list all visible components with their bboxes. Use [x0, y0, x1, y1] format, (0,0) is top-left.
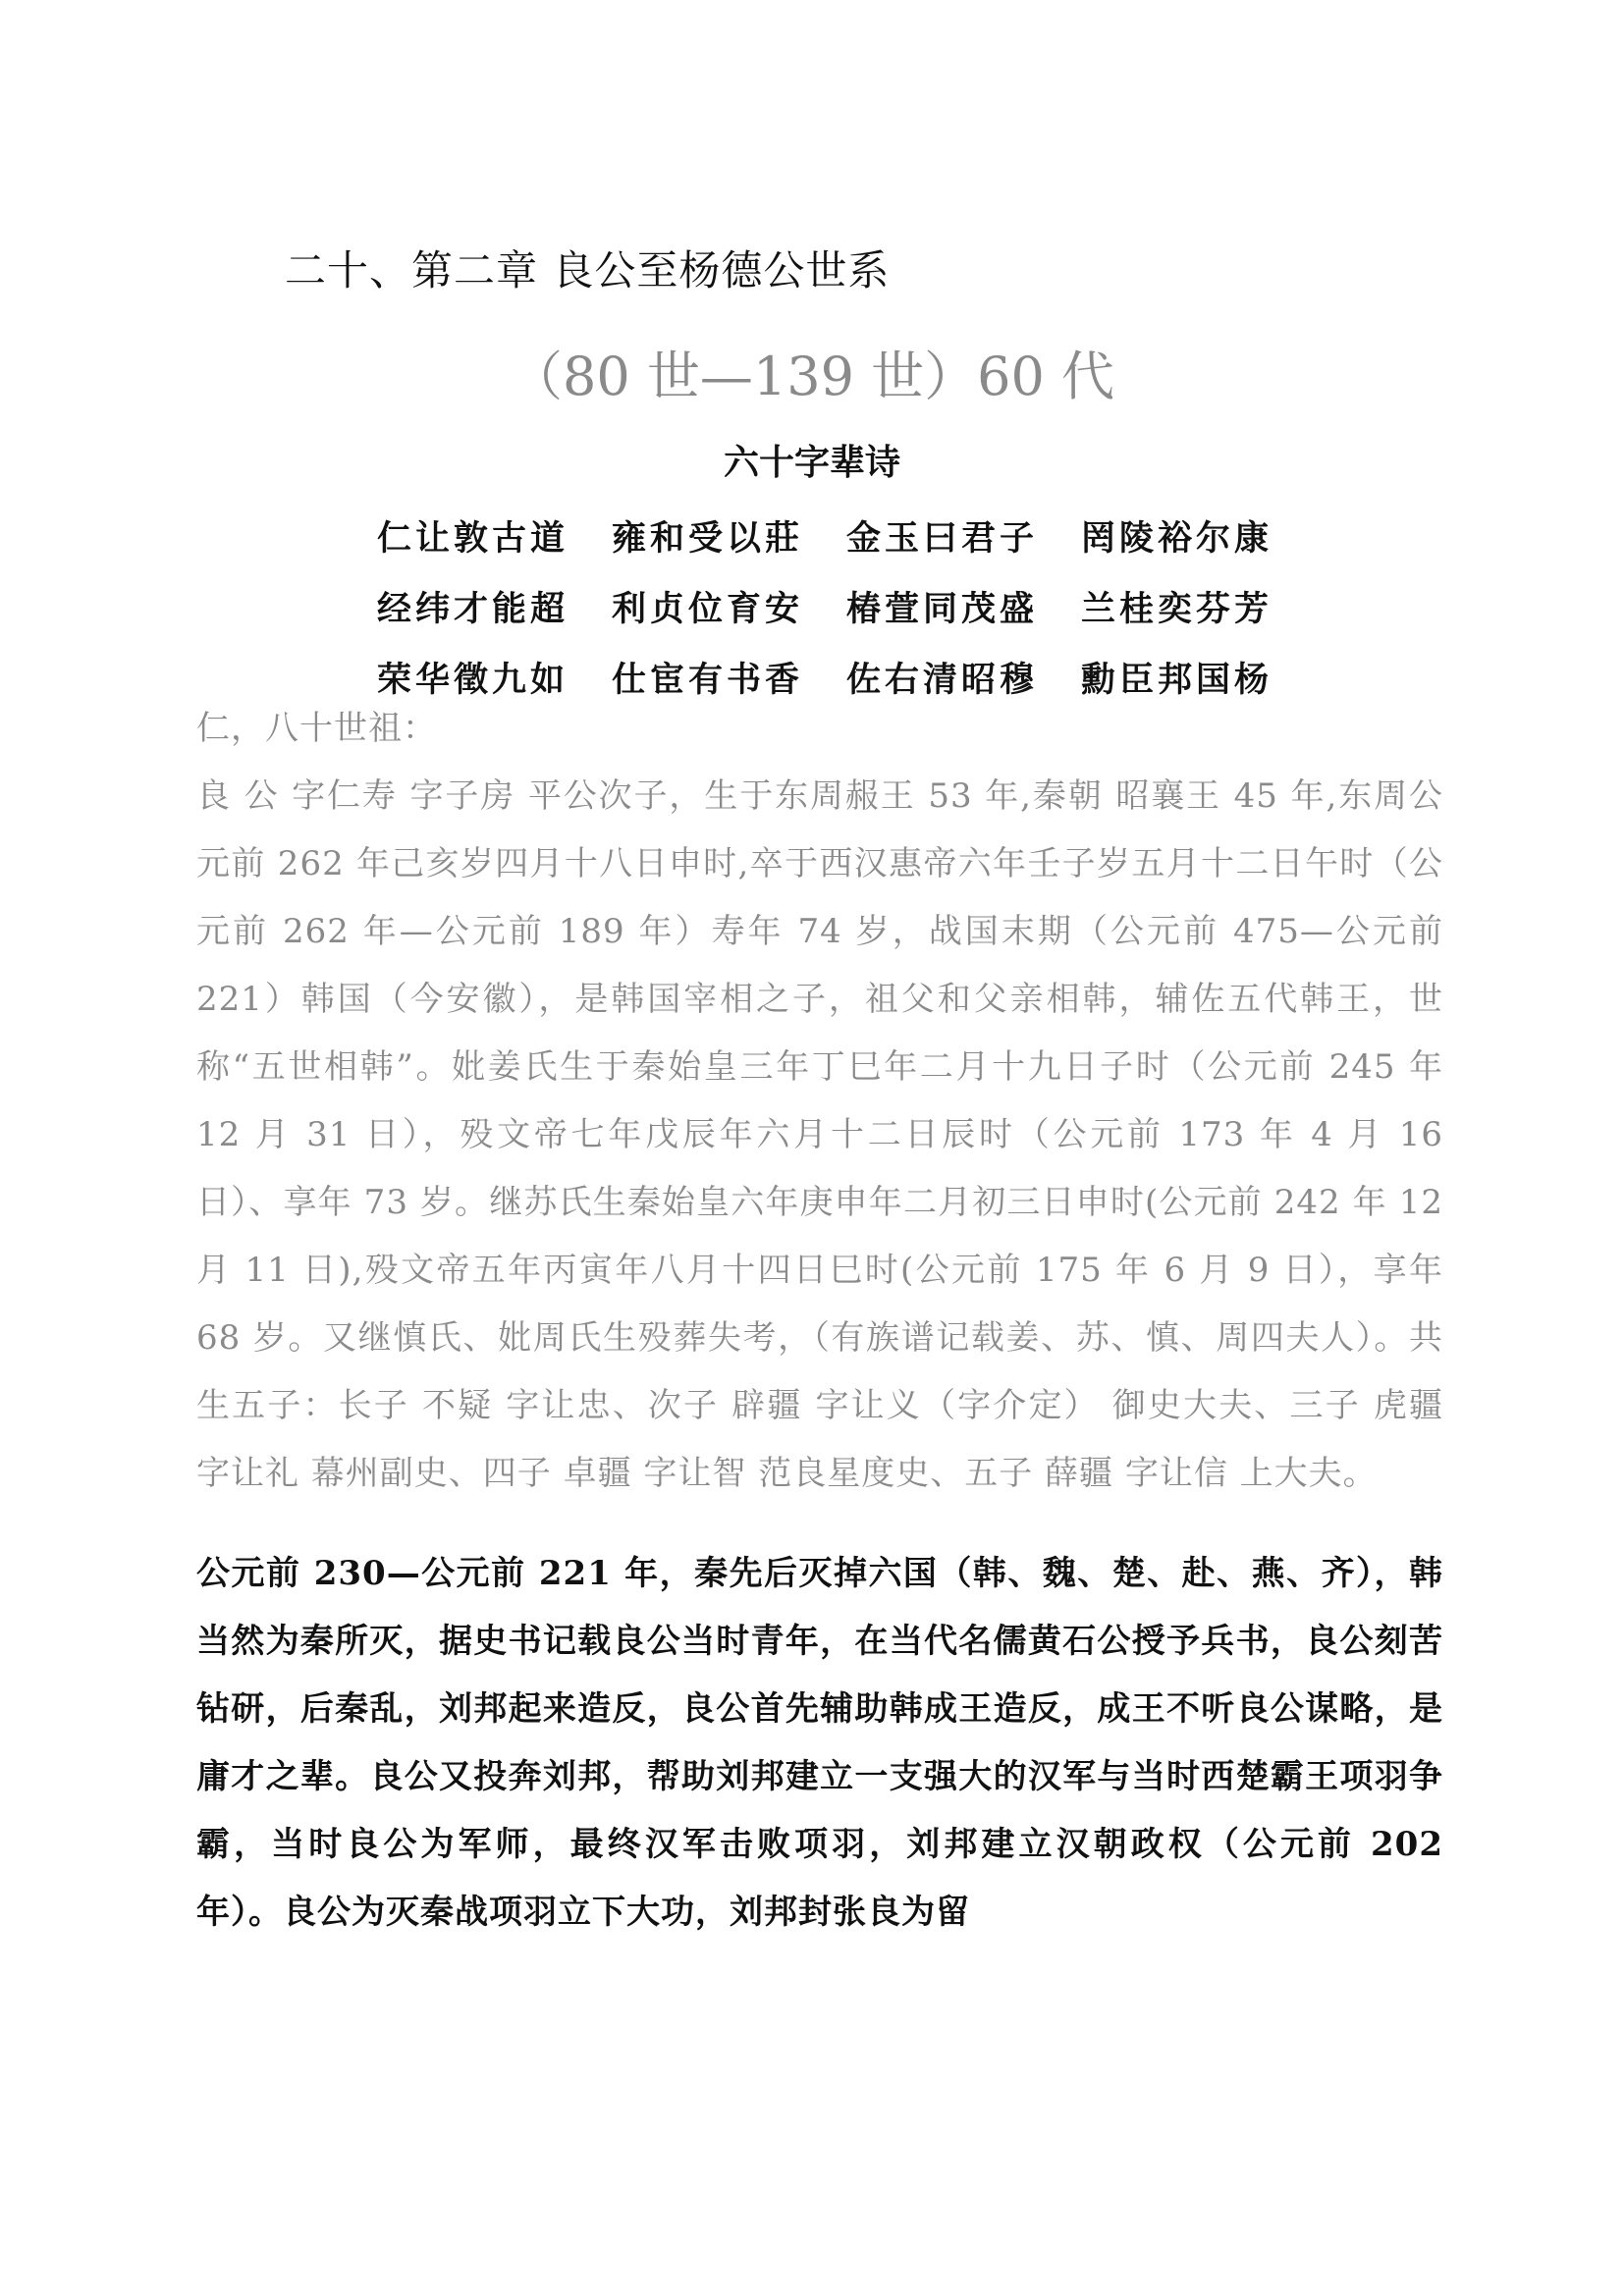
generation-label: 仁，八十世祖：: [196, 709, 437, 748]
poem-verse: 利贞位育安: [612, 589, 804, 629]
poem-verse: 雍和受以莊: [612, 518, 804, 559]
chapter-title: 二十、第二章 良公至杨德公世系: [285, 246, 891, 294]
generation-poem: [377, 501, 1320, 713]
poem-title: 六十字辈诗: [723, 442, 900, 483]
poem-verse: 佐右清昭穆: [846, 660, 1039, 700]
poem-verse: 勳臣邦国杨: [1081, 660, 1273, 700]
history-paragraph: 公元前 230—公元前 221 年，秦先后灭掉六国（韩、魏、楚、赴、燕、齐），韩当然为秦所灭，据史书记载良公当时青年，在当代名儒黄石公授予兵书，良公刻苦钻研，后秦乱，刘邦起来造反，良公首先辅助韩成王造反，成王不听良公谋略，是庸才之辈。良公又投奔刘邦，帮助刘邦建立一支强大的汉军与当时西楚霸王项羽争霸，当时良公为军师，最终汉军击败项羽，刘邦建立汉朝政权（公元前 202 年）。良公为灭秦战项羽立下大功，刘邦封张良为留: [196, 1554, 1443, 1932]
poem-verse: 仕宦有书香: [612, 660, 804, 700]
poem-verse: 仁让敦古道: [377, 518, 569, 559]
poem-verse: 经纬才能超: [377, 589, 569, 629]
poem-line: [377, 571, 1320, 642]
poem-verse: 罔陵裕尔康: [1081, 518, 1273, 559]
poem-verse: 荣华徵九如: [377, 660, 569, 700]
ancestor-entry-paragraph: 良 公 字仁寿 字子房 平公次子，生于东周赧王 53 年,秦朝 昭襄王 45 年,东周公元前 262 年己亥岁四月十八日申时,卒于西汉惠帝六年壬子岁五月十二日午时（公元前 262 年—公元前 189 年）寿年 74 岁，战国末期（公元前 475—公元前 221）韩国（今安徽），是韩国宰相之子，祖父和父亲相韩，辅佐五代韩王，世称“五世相韩”。妣姜氏生于秦始皇三年丁巳年二月十九日子时（公元前 245 年 12 月 31 日），殁文帝七年戊辰年六月十二日辰时（公元前 173 年 4 月 16 日）、享年 73 岁。继苏氏生秦始皇六年庚申年二月初三日申时(公元前 242 年 12 月 11 日),殁文帝五年丙寅年八月十四日巳时(公元前 175 年 6 月 9 日），享年 68 岁。又继慎氏、妣周氏生殁葬失考，（有族谱记载姜、苏、慎、周四夫人）。共生五子：长子 不疑 字让忠、次子 辟疆 字让义（字介定） 御史大夫、三子 虎疆 字让礼 幕州副史、四子 卓疆 字让智 范良星度史、五子 薛疆 字让信 上大夫。: [196, 776, 1443, 1493]
poem-verse: 椿萱同茂盛: [846, 589, 1039, 629]
poem-verse: 金玉曰君子: [846, 518, 1039, 559]
poem-line: [377, 501, 1320, 571]
generation-range-subtitle: （80 世—139 世）60 代: [510, 346, 1114, 407]
poem-verse: 兰桂奕芬芳: [1081, 589, 1273, 629]
